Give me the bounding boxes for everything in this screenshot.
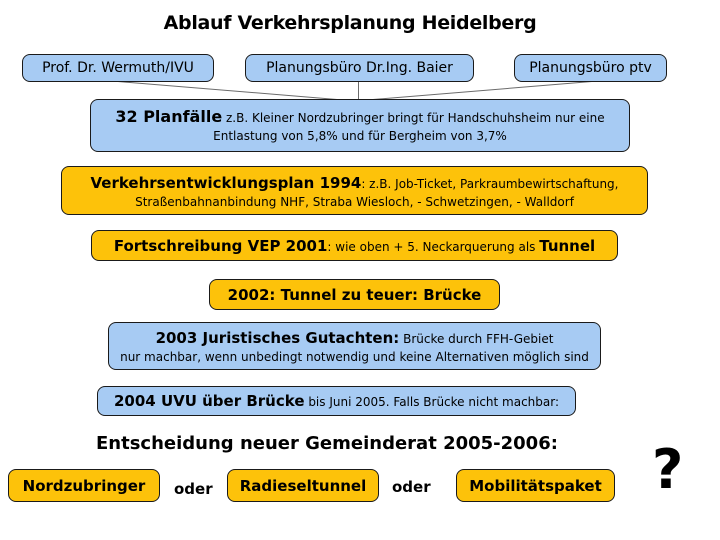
tunnel2002-text: 2002: Tunnel zu teuer: Brücke <box>227 286 482 304</box>
source-box-baier <box>245 54 474 82</box>
option-label: Nordzubringer <box>22 477 146 495</box>
vep1994-box <box>61 166 648 215</box>
planfaelle-line2: Entlastung von 5,8% und für Bergheim von 3,7% <box>213 129 507 143</box>
diagram-title: Ablauf Verkehrsplanung Heidelberg <box>163 12 537 34</box>
vep2001-box <box>91 230 618 261</box>
uvu2004-line1: bis Juni 2005. Falls Brücke nicht machbar: <box>304 395 560 409</box>
question-mark: ? <box>652 438 684 501</box>
connector-line-center <box>358 80 359 100</box>
planfaelle-head: 32 Planfälle <box>115 107 223 126</box>
source-label: Planungsbüro Dr.Ing. Baier <box>266 60 453 76</box>
option-label: Radieseltunnel <box>239 477 367 495</box>
tunnel2002-box <box>209 279 500 310</box>
planfaelle-box <box>90 99 630 152</box>
source-label: Planungsbüro ptv <box>529 60 652 76</box>
option-radieseltunnel <box>227 469 379 502</box>
uvu2004-box <box>97 386 576 416</box>
source-label: Prof. Dr. Wermuth/IVU <box>42 60 194 76</box>
gutachten2003-box <box>108 322 601 370</box>
option-mobilitaetspaket <box>456 469 615 502</box>
uvu2004-head: 2004 UVU über Brücke <box>113 392 305 410</box>
vep1994-line2: Straßenbahnanbindung NHF, Straba Wiesloch, - Schwetzingen, - Walldorf <box>135 195 574 209</box>
gutachten2003-head: 2003 Juristisches Gutachten: <box>155 329 400 347</box>
option-label: Mobilitätspaket <box>469 477 602 495</box>
connector-line-right <box>361 81 593 101</box>
option-nordzubringer <box>8 469 160 502</box>
source-box-wermuth <box>22 54 214 82</box>
vep2001-mid: : wie oben + 5. Neckarquerung als <box>327 240 540 254</box>
vep2001-head: Fortschreibung VEP 2001 <box>113 237 328 255</box>
vep1994-head: Verkehrsentwicklungsplan 1994 <box>90 174 362 192</box>
planfaelle-line1: z.B. Kleiner Nordzubringer bringt für Handschuhsheim nur eine <box>222 111 605 125</box>
gutachten2003-line2: nur machbar, wenn unbedingt notwendig und keine Alternativen möglich sind <box>120 350 589 364</box>
connector-oder-1: oder <box>174 480 213 498</box>
vep1994-line1: : z.B. Job-Ticket, Parkraumbewirtschaftung, <box>361 177 619 191</box>
connector-oder-2: oder <box>392 478 431 496</box>
decision-title: Entscheidung neuer Gemeinderat 2005-2006: <box>96 433 558 454</box>
source-box-ptv <box>514 54 667 82</box>
gutachten2003-line1: Brücke durch FFH-Gebiet <box>399 332 554 346</box>
vep2001-tail: Tunnel <box>539 237 596 255</box>
